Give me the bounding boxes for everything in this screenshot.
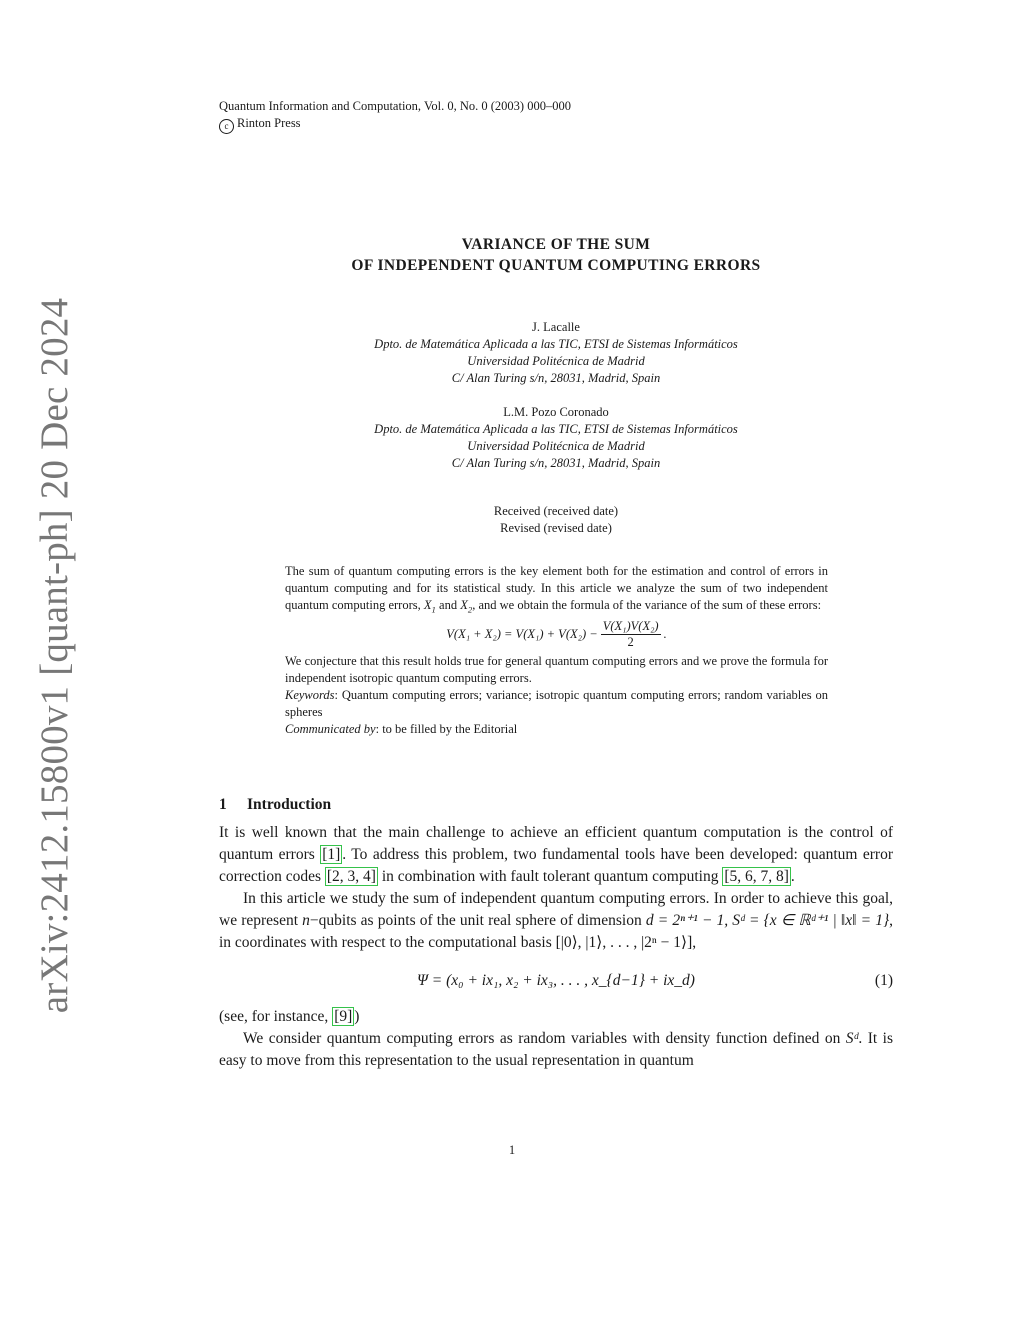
author-1 bbox=[219, 319, 893, 387]
author-affiliation: C/ Alan Turing s/n, 28031, Madrid, Spain bbox=[451, 371, 661, 385]
paper-title bbox=[219, 234, 893, 276]
dimension-formula: d = 2ⁿ⁺¹ − 1, Sᵈ = {x ∈ ℝᵈ⁺¹ | ‖x‖ = 1} bbox=[645, 912, 890, 929]
author-2 bbox=[219, 404, 893, 472]
author-affiliation: C/ Alan Turing s/n, 28031, Madrid, Spain bbox=[451, 456, 661, 470]
formula-lhs: V(X₁ + X₂) = V(X₁) + V(X₂) − bbox=[446, 627, 598, 641]
equation-1-expression: Ψ = (x₀ + ix₁, x₂ + ix₃, . . . , x_{d−1} + ix_d) bbox=[417, 972, 695, 989]
author-affiliation: Dpto. de Matemática Aplicada a las TIC, ETSI de Sistemas Informáticos bbox=[374, 337, 738, 351]
body-paragraph-1: It is well known that the main challenge to achieve an efficient quantum computation is the control of quantum errors [1] . To address this problem, two fundamental tools have been developed: quantum error correction codes [2, 3, 4] in combination with fault tolerant quantum computing [5, 6, 7, 8] . bbox=[219, 824, 893, 885]
publisher: Rinton Press bbox=[237, 116, 301, 130]
submission-dates bbox=[219, 503, 893, 537]
body-paragraph-4: We consider quantum computing errors as random variables with density function defined on Sᵈ. It is easy to move from this representation to the usual representation in quantum bbox=[219, 1030, 893, 1069]
author-block bbox=[219, 319, 893, 472]
section-title: Introduction bbox=[247, 796, 332, 813]
author-name: J. Lacalle bbox=[532, 320, 580, 334]
author-affiliation: Universidad Politécnica de Madrid bbox=[467, 439, 645, 453]
copyright-line bbox=[219, 115, 571, 134]
received-date: Received (received date) bbox=[493, 504, 619, 518]
section-heading bbox=[219, 796, 331, 814]
formula-fraction bbox=[601, 619, 661, 650]
equation-1-number: (1) bbox=[874, 972, 893, 989]
body-paragraph-2: In this article we study the sum of independent quantum computing errors. In order to achieve this goal, we represent n−qubits as points of the unit real sphere of dimension d = 2ⁿ⁺¹ − 1, Sᵈ = {x ∈ ℝᵈ⁺¹ | ‖x‖ = 1}, in coordinates with respect to the computational basis [|0⟩, |1⟩, . . . , |2ⁿ − 1⟩], bbox=[219, 890, 894, 951]
journal-citation: Quantum Information and Computation, Vol. 0, No. 0 (2003) 000–000 bbox=[219, 99, 571, 113]
author-affiliation: Dpto. de Matemática Aplicada a las TIC, ETSI de Sistemas Informáticos bbox=[374, 422, 738, 436]
page-number: 1 bbox=[508, 1143, 516, 1157]
abstract-paragraph-1: The sum of quantum computing errors is the key element both for the estimation and control of errors in quantum computing and for its statistical study. In this article we analyze the sum of two independent quantum computing errors, $X_1$ and $X_2$, and we obtain the formula of the variance of the sum of these errors: bbox=[285, 564, 828, 615]
body-paragraph-3: (see, for instance, [9] ) bbox=[219, 1008, 360, 1025]
keywords bbox=[285, 687, 828, 721]
citation-link[interactable]: [5, 6, 7, 8] bbox=[724, 868, 789, 885]
fraction-numerator: V(X₁)V(X₂) bbox=[602, 619, 659, 633]
journal-header bbox=[219, 98, 571, 134]
math-x1: $X_1$ bbox=[423, 598, 436, 615]
body-text bbox=[219, 822, 893, 1072]
author-name: L.M. Pozo Coronado bbox=[503, 405, 609, 419]
title-line-2: OF INDEPENDENT QUANTUM COMPUTING ERRORS bbox=[351, 257, 761, 274]
arxiv-identifier bbox=[30, 297, 80, 1013]
fraction-denominator: 2 bbox=[627, 635, 634, 649]
arxiv-identifier-text: arXiv:2412.15800v1 [quant-ph] 20 Dec 2024 bbox=[33, 297, 77, 1013]
copyright-icon: c bbox=[219, 119, 234, 134]
author-affiliation: Universidad Politécnica de Madrid bbox=[467, 354, 645, 368]
citation-link[interactable]: [9] bbox=[334, 1008, 353, 1025]
formula-end: . bbox=[663, 627, 667, 641]
citation-link[interactable]: [2, 3, 4] bbox=[326, 868, 376, 885]
abstract bbox=[285, 563, 828, 738]
communicated-by bbox=[285, 721, 828, 738]
math-x2: $X_2$ bbox=[460, 598, 473, 615]
section-number: 1 bbox=[219, 796, 227, 813]
communicated-text: : to be filled by the Editorial bbox=[375, 722, 518, 736]
abstract-paragraph-2: We conjecture that this result holds true for general quantum computing errors and we prove the formula for independent isotropic quantum computing errors. bbox=[285, 654, 828, 685]
keywords-label: Keywords bbox=[285, 688, 335, 702]
variance-formula bbox=[285, 619, 828, 650]
equation-1 bbox=[219, 970, 893, 992]
revised-date: Revised (revised date) bbox=[500, 521, 612, 535]
communicated-label: Communicated by bbox=[285, 722, 376, 736]
keywords-text: : Quantum computing errors; variance; isotropic quantum computing errors; random variables on spheres bbox=[285, 688, 828, 719]
citation-link[interactable]: [1] bbox=[322, 846, 341, 863]
title-line-1: VARIANCE OF THE SUM bbox=[461, 236, 651, 253]
